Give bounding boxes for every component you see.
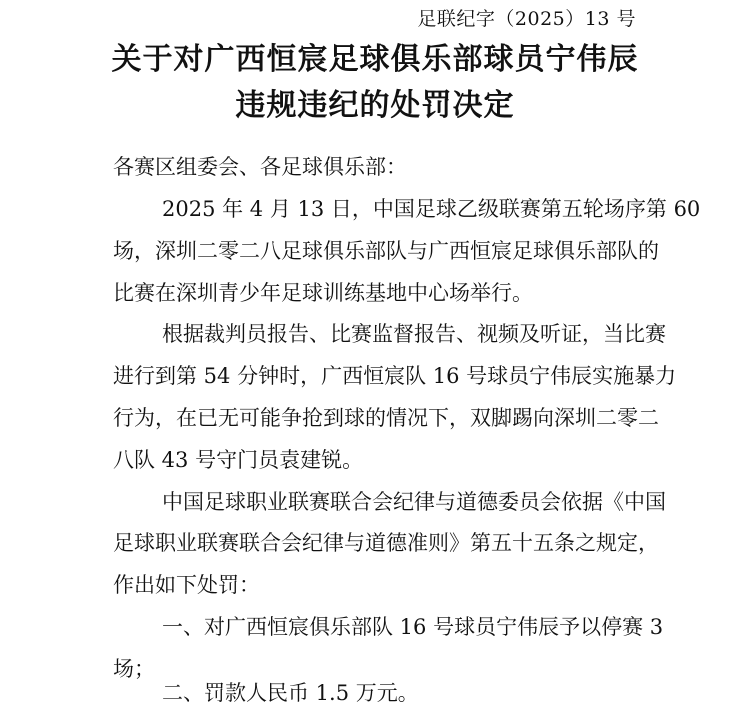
penalty-1-line-2: 场； — [113, 657, 155, 681]
penalty-1-line-1: 一、对广西恒宸俱乐部队 16 号球员宁伟辰予以停赛 3 — [162, 615, 664, 639]
document-title-line-2: 违规违纪的处罚决定 — [235, 88, 515, 123]
paragraph-2-line-3: 行为，在已无可能争抢到球的情况下，双脚踢向深圳二零二 — [113, 406, 659, 430]
salutation: 各赛区组委会、各足球俱乐部： — [113, 155, 407, 179]
paragraph-3-line-2: 足球职业联赛联合会纪律与道德准则》第五十五条之规定， — [113, 531, 659, 555]
paragraph-1-line-3: 比赛在深圳青少年足球训练基地中心场举行。 — [113, 281, 533, 305]
paragraph-3-line-1: 中国足球职业联赛联合会纪律与道德委员会依据《中国 — [162, 490, 666, 514]
penalty-2-line-1: 二、罚款人民币 1.5 万元。 — [162, 681, 419, 705]
document-number: 足联纪字（2025）13 号 — [417, 8, 636, 30]
document-title-line-1: 关于对广西恒宸足球俱乐部球员宁伟辰 — [111, 42, 639, 77]
paragraph-2-line-1: 根据裁判员报告、比赛监督报告、视频及听证，当比赛 — [162, 322, 666, 346]
paragraph-3-line-3: 作出如下处罚： — [113, 573, 260, 597]
paragraph-2-line-2: 进行到第 54 分钟时，广西恒宸队 16 号球员宁伟辰实施暴力 — [113, 364, 677, 388]
paragraph-2-line-4: 八队 43 号守门员袁建锐。 — [113, 448, 364, 472]
paragraph-1-line-1: 2025 年 4 月 13 日，中国足球乙级联赛第五轮场序第 60 — [162, 197, 701, 221]
paragraph-1-line-2: 场，深圳二零二八足球俱乐部队与广西恒宸足球俱乐部队的 — [113, 239, 659, 263]
